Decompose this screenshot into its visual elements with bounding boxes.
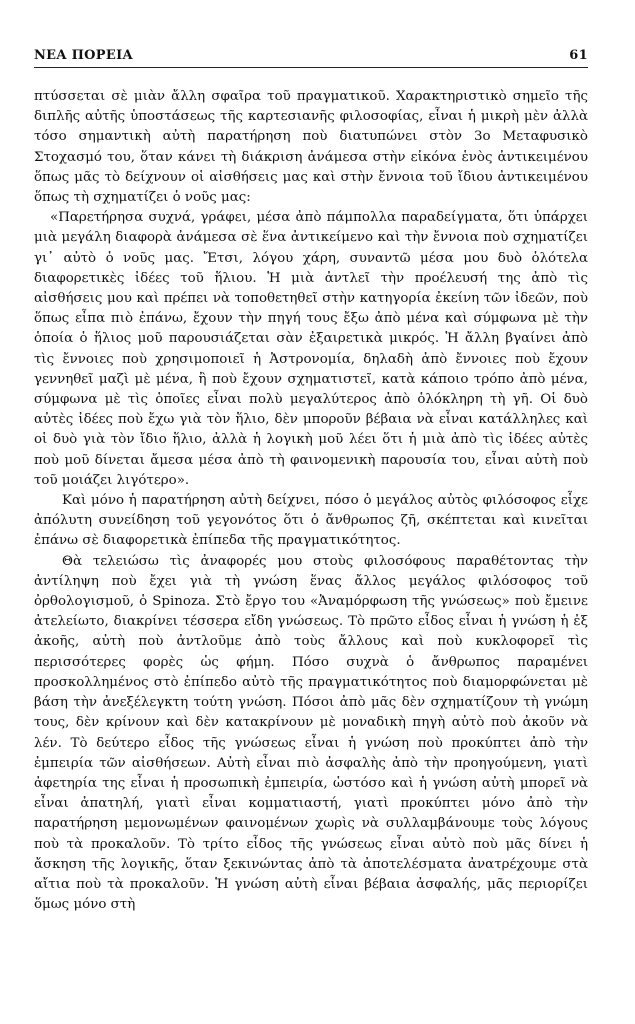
paragraph-descartes-quote: «Παρετήρησα συχνά, γράφει, μέσα ἀπὸ πάμπολλα παραδείγματα, ὅτι ὑπάρχει μιὰ μεγάλη διαφορὰ ἀνάμεσα σὲ ἕνα ἀντικείμενο καὶ τὴν ἔννοια ποὺ σχηματίζει γι᾽ αὐτὸ ὁ νοῦς μας. Ἔτσι, λόγου χάρη, συναντῶ μέσα μου δυὸ ὁλότελα διαφορετικὲς ἰδέες τοῦ ἥλιου. Ἡ μιὰ ἀντλεῖ τὴν προέλευσή της ἀπὸ τὶς αἰσθήσεις μου καὶ πρέπει νὰ τοποθετηθεῖ στὴν κατηγορία ἐκείνη τῶν ἰδεῶν, ποὺ ὅπως εἶπα πιὸ ἐπάνω, ἔχουν τὴν πηγή τους ἔξω ἀπὸ μένα καὶ σύμφωνα μὲ τὴν ὁποία ὁ ἥλιος μοῦ παρουσιάζεται σὰν ἐξαιρετικὰ μικρός. Ἡ ἄλλη βγαίνει ἀπὸ τὶς ἔννοιες ποὺ χρησιμοποιεῖ ἡ Ἀστρονομία, δηλαδὴ ἀπὸ ἔννοιες ποὺ ἔχουν γεννηθεῖ μαζὶ μὲ μένα, ἢ ποὺ ἔχουν σχηματιστεῖ, κατὰ κάποιο τρόπο ἀπὸ μένα, σύμφωνα μὲ τὶς ὁποῖες εἶναι πολὺ μεγαλύτερος ἀπὸ ὁλόκληρη τὴ γῆ. Οἱ δυὸ αὐτὲς ἰδέες ποὺ ἔχω γιὰ τὸν ἥλιο, δὲν μποροῦν βέβαια νὰ εἶναι κατάλληλες καὶ οἱ δυὸ γιὰ τὸν ἴδιο ἥλιο, ἀλλὰ ἡ λογικὴ μοῦ λέει ὅτι ἡ μιὰ ἀπὸ τὶς ἰδέες αὐτὲς ποὺ μοῦ δίνεται ἄμεσα μέσα ἀπὸ τὴ φαινομενικὴ παρουσία του, εἶναι αὐτὴ ποὺ τοῦ μοιάζει λιγότερο». [34, 210, 588, 488]
running-title: ΝΕΑ ΠΟΡΕΙΑ [34, 48, 133, 63]
paragraph-spinoza: Θὰ τελειώσω τὶς ἀναφορές μου στοὺς φιλοσόφους παραθέτοντας τὴν ἀντίληψη ποὺ ἔχει γιὰ τὴ γνώση ἕνας ἄλλος μεγάλος φιλόσοφος τοῦ ὀρθολογισμοῦ, ὁ Spinoza. Στὸ ἔργο του «Ἀναμόρφωση τῆς γνώσεως» ποὺ ἔμεινε ἀτελείωτο, διακρίνει τέσσερα εἴδη γνώσεως. Τὸ πρῶτο εἶδος εἶναι ἡ γνώση ἡ ἐξ ἀκοῆς, αὐτὴ ποὺ ἀντλοῦμε ἀπὸ τοὺς ἄλλους καὶ ποὺ κυκλοφορεῖ τὶς περισσότερες φορὲς ὡς φήμη. Πόσο συχνὰ ὁ ἄνθρωπος παραμένει προσκολλημένος στὸ ἐπίπεδο αὐτὸ τῆς πραγματικότητος ποὺ διαμορφώνεται μὲ βάση τὴν ἀνεξέλεγκτη τούτη γνώση. Πόσοι ἀπὸ μᾶς δὲν σχηματίζουν τὴ γνώμη τους, δὲν κρίνουν καὶ δὲν κατακρίνουν μὲ μοναδικὴ πηγὴ αὐτὸ ποὺ ἀκοῦν νὰ λέν. Τὸ δεύτερο εἶδος τῆς γνώσεως εἶναι ἡ γνώση ποὺ προκύπτει ἀπὸ τὴν ἐμπειρία τῶν αἰσθήσεων. Αὐτὴ εἶναι πιὸ ἀσφαλὴς ἀπὸ τὴν προηγούμενη, γιατὶ ἀφετηρία της εἶναι ἡ προσωπικὴ ἐμπειρία, ὡστόσο καὶ ἡ γνώση αὐτὴ μπορεῖ νὰ εἶναι ἀπατηλή, γιατὶ εἶναι κομματιαστή, γιατὶ προκύπτει μόνο ἀπὸ τὴν παρατήρηση μεμονωμένων φαινομένων χωρὶς νὰ συλλαμβάνουμε τοὺς λόγους ποὺ τὰ προκαλοῦν. Τὸ τρίτο εἶδος τῆς γνώσεως εἶναι αὐτὸ ποὺ μᾶς δίνει ἡ ἄσκηση τῆς λογικῆς, ὅταν ξεκινώντας ἀπὸ τὰ ἀποτελέσματα ἀνατρέχουμε στὰ αἴτια ποὺ τὰ προκαλοῦν. Ἡ γνώση αὐτὴ εἶναι βέβαια ἀσφαλής, μᾶς περιορίζει ὅμως μόνο στὴ [34, 553, 588, 913]
paragraph-continuation: πτύσσεται σὲ μιὰν ἄλλη σφαῖρα τοῦ πραγματικοῦ. Χαρακτηριστικὸ σημεῖο τῆς διπλῆς αὐτῆς ὑποστάσεως τῆς καρτεσιανῆς φιλοσοφίας, εἶναι ἡ μικρὴ μὲν ἀλλὰ τόσο σημαντικὴ αὐτὴ παρατήρηση ποὺ διατυπώνει στὸν 3ο Μεταφυσικὸ Στοχασμό του, ὅταν κάνει τὴ διάκριση ἀνάμεσα στὴν εἰκόνα ἑνὸς ἀντικειμένου ὅπως μᾶς τὸ δείχνουν οἱ αἰσθήσεις μας καὶ στὴν ἔννοια τοῦ ἴδιου ἀντικειμένου ὅπως τὴ σχηματίζει ὁ νοῦς μας: [34, 89, 588, 206]
book-page [34, 48, 588, 915]
running-header [34, 48, 588, 68]
page-number: 61 [569, 48, 588, 63]
body-text [34, 87, 588, 915]
paragraph-commentary: Καὶ μόνο ἡ παρατήρηση αὐτὴ δείχνει, πόσο ὁ μεγάλος αὐτὸς φιλόσοφος εἶχε ἀπόλυτη συνείδηση τοῦ γεγονότος ὅτι ὁ ἄνθρωπος ζῆ, σκέπτεται καὶ κινεῖται ἐπάνω σὲ διαφορετικὰ ἐπίπεδα τῆς πραγματικότητος. [34, 493, 588, 549]
